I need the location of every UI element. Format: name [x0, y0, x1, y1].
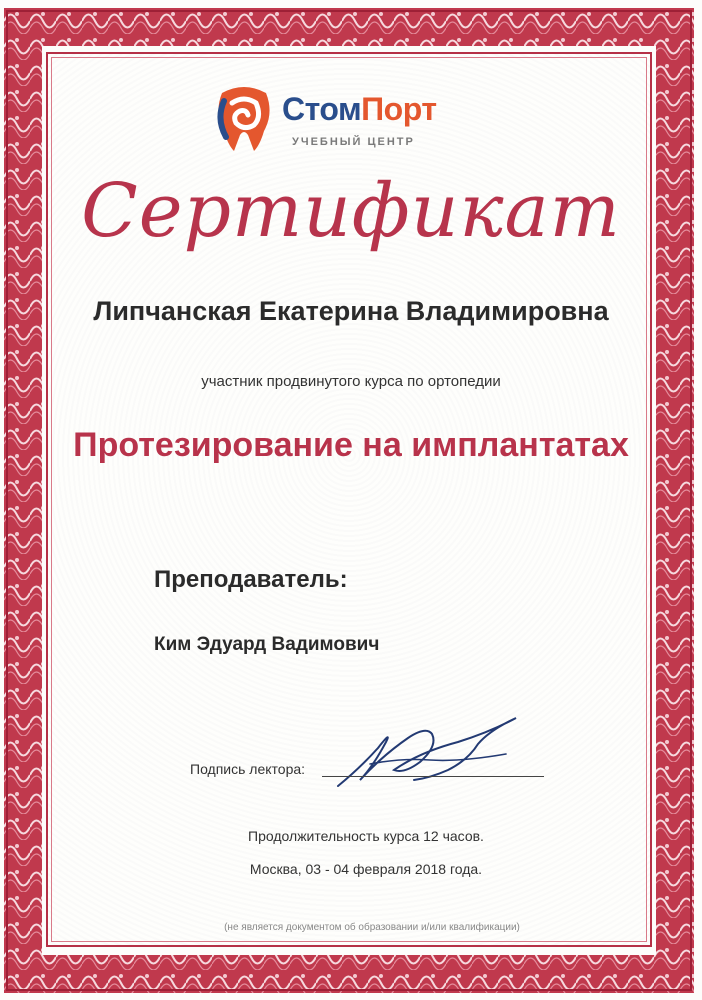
lecturer-signature	[330, 708, 530, 798]
brand-name-part1: Стом	[282, 91, 362, 127]
course-duration: Продолжительность курса 12 часов.	[248, 828, 484, 844]
place-and-date: Москва, 03 - 04 февраля 2018 года.	[249, 861, 483, 877]
participant-text: участник продвинутого курса по ортопедии	[201, 373, 501, 390]
recipient-name: Липчанская Екатерина Владимировна	[93, 296, 609, 326]
teacher-name: Ким Эдуард Вадимович	[154, 634, 380, 655]
brand-name-part2: Порт	[361, 91, 437, 127]
brand-subtitle: УЧЕБНЫЙ ЦЕНТР	[292, 136, 415, 148]
certificate-title: Сертификат	[81, 168, 621, 254]
teacher-label: Преподаватель:	[154, 566, 348, 593]
signature-line	[322, 776, 544, 777]
signature-label: Подпись лектора:	[190, 761, 306, 777]
disclaimer: (не является документом об образовании и/или квалификации)	[224, 922, 520, 933]
logo	[212, 83, 492, 155]
course-name: Протезирование на имплантатах	[73, 426, 629, 464]
tooth-spiral-icon	[212, 83, 276, 155]
brand-name	[282, 91, 437, 128]
